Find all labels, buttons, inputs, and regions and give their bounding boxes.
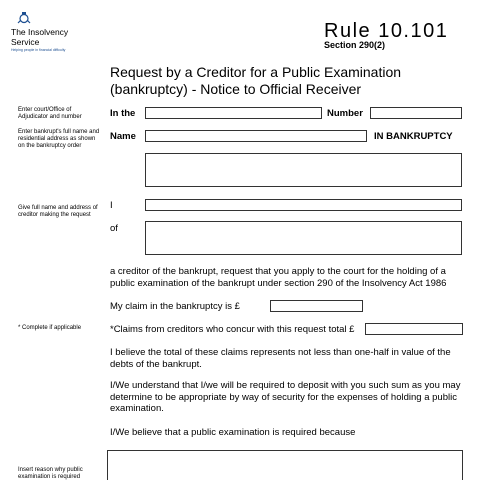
note-complete: * Complete if applicable (18, 325, 82, 331)
claims-concur-label: *Claims from creditors who concur with this request total £ (110, 324, 355, 335)
creditor-address-input[interactable] (145, 221, 462, 255)
court-input[interactable] (145, 107, 322, 119)
in-bankruptcy-label: IN BANKRUPTCY (374, 131, 453, 142)
royal-crest-icon (17, 11, 31, 25)
claims-concur-input[interactable] (365, 323, 463, 335)
bankrupt-address-input[interactable] (145, 153, 462, 187)
my-claim-label: My claim in the bankruptcy is £ (110, 301, 240, 312)
note-bankrupt: Enter bankrupt's full name and residential address as shown on the bankruptcy order (18, 129, 100, 149)
reason-input[interactable] (107, 450, 463, 480)
my-claim-input[interactable] (270, 300, 363, 312)
brand-tagline: Helping people in financial difficulty (11, 48, 66, 52)
believe-required-text: I/We believe that a public examination is required because (110, 427, 356, 438)
name-label: Name (110, 131, 136, 142)
in-the-label: In the (110, 108, 136, 119)
brand-name-line1: The Insolvency (11, 27, 69, 37)
note-reason: Insert reason why public examination is required (18, 467, 83, 480)
creditor-request-text: a creditor of the bankrupt, request that you apply to the court for the holding of a public examination of the bankrupt under section 290 of the Insolvency Act 1986 (110, 266, 447, 289)
believe-total-text: I believe the total of these claims represents not less than one-half in value of the debts of the bankrupt. (110, 347, 451, 370)
creditor-name-input[interactable] (145, 199, 462, 211)
deposit-text: I/We understand that I/we will be required to deposit with you such sum as you may determine to be appropriate by way of security for the expenses of holding a public examination. (110, 380, 461, 414)
bankrupt-name-input[interactable] (145, 130, 367, 142)
brand-name-line2: Service (11, 36, 40, 47)
i-label: I (110, 200, 113, 211)
of-label: of (110, 223, 118, 234)
form-title: Request by a Creditor for a Public Examination (bankruptcy) - Notice to Official Receiver (110, 64, 402, 97)
section-reference: Section 290(2) (324, 40, 386, 50)
brand-name (11, 28, 68, 47)
number-label: Number (327, 108, 363, 119)
note-court: Enter court/Office of Adjudicator and number (18, 107, 82, 120)
note-creditor: Give full name and address of creditor making the request (18, 205, 98, 218)
case-number-input[interactable] (370, 107, 462, 119)
rule-number: Rule 10.101 (324, 20, 449, 42)
